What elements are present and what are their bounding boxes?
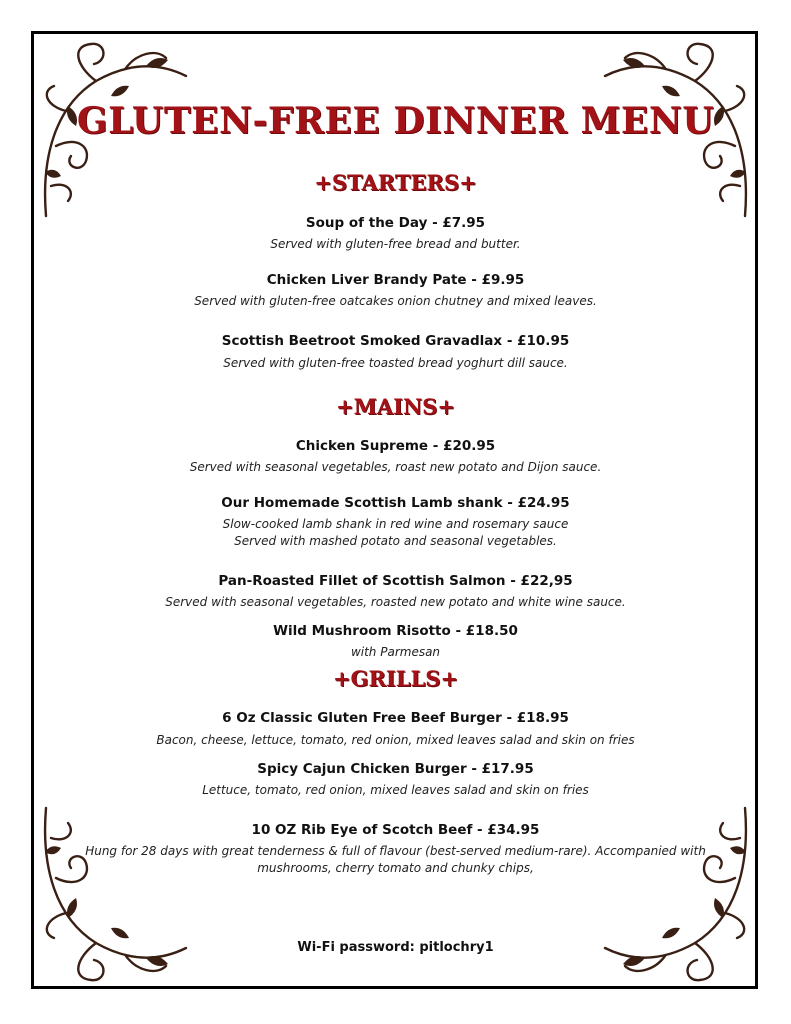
- menu-item-description: with Parmesan: [350, 645, 441, 659]
- menu-item-name: Spicy Cajun Chicken Burger - £17.95: [257, 761, 534, 777]
- section-heading-grills: +GRILLS+: [332, 666, 459, 691]
- menu-item-description: Served with seasonal vegetables, roast new potato and Dijon sauce.: [189, 460, 602, 474]
- menu-item-description: Hung for 28 days with great tenderness & full of flavour (best-served medium-rare). Accompanied with: [85, 844, 706, 858]
- menu-item-name: 6 Oz Classic Gluten Free Beef Burger - £18.95: [222, 710, 569, 726]
- menu-item-name: Chicken Supreme - £20.95: [295, 438, 496, 454]
- menu-item-description: Served with gluten-free oatcakes onion chutney and mixed leaves.: [194, 294, 597, 308]
- menu-item-description: Slow-cooked lamb shank in red wine and rosemary sauce: [222, 517, 569, 531]
- wifi-password: Wi-Fi password: pitlochry1: [297, 940, 494, 955]
- menu-item-description: mushrooms, cherry tomato and chunky chips,: [257, 861, 534, 875]
- menu-item-name: Wild Mushroom Risotto - £18.50: [273, 623, 518, 639]
- menu-item-description: Bacon, cheese, lettuce, tomato, red onion, mixed leaves salad and skin on fries: [156, 733, 635, 747]
- section-heading-starters: +STARTERS+: [314, 170, 477, 195]
- menu-item-name: Soup of the Day - £7.95: [305, 215, 486, 231]
- menu-item-description: Served with gluten-free bread and butter.: [270, 237, 521, 251]
- menu-item-name: Our Homemade Scottish Lamb shank - £24.95: [221, 495, 570, 511]
- menu-item-name: Scottish Beetroot Smoked Gravadlax - £10.95: [221, 333, 570, 349]
- menu-item-name: 10 OZ Rib Eye of Scotch Beef - £34.95: [251, 822, 540, 838]
- menu-item-description: Served with mashed potato and seasonal vegetables.: [234, 534, 557, 548]
- menu-item-description: Served with seasonal vegetables, roasted new potato and white wine sauce.: [165, 595, 626, 609]
- menu-title: GLUTEN-FREE DINNER MENU: [76, 100, 715, 142]
- menu-item-description: Served with gluten-free toasted bread yoghurt dill sauce.: [223, 356, 568, 370]
- menu-item-name: Chicken Liver Brandy Pate - £9.95: [266, 272, 525, 288]
- section-heading-mains: +MAINS+: [336, 394, 455, 419]
- menu-item-description: Lettuce, tomato, red onion, mixed leaves salad and skin on fries: [202, 783, 589, 797]
- menu-item-name: Pan-Roasted Fillet of Scottish Salmon - £22,95: [218, 573, 573, 589]
